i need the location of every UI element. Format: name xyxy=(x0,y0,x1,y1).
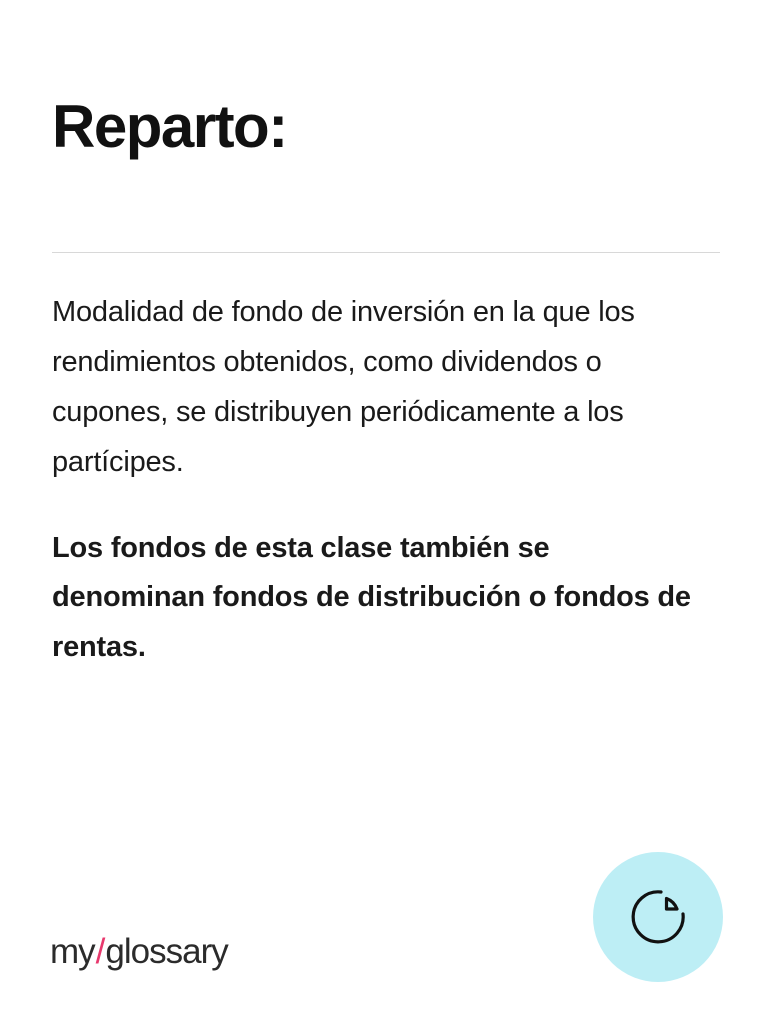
page-title: Reparto: xyxy=(52,93,287,160)
pie-chart-icon xyxy=(625,884,691,950)
pie-chart-badge xyxy=(593,852,723,982)
brand-logo xyxy=(50,932,228,972)
brand-name-part1: my xyxy=(50,932,95,971)
definition-paragraph: Modalidad de fondo de inversión en la que los rendimientos obtenidos, como dividendos o cupones, se distribuyen periódicamente a los partícipes. xyxy=(52,296,635,478)
brand-name-part2: glossary xyxy=(105,932,228,971)
title-divider xyxy=(52,252,720,253)
definition-body xyxy=(52,288,698,673)
definition-paragraph-emphasis: Los fondos de esta clase también se denominan fondos de distribución o fondos de rentas. xyxy=(52,531,691,664)
brand-slash: / xyxy=(95,932,105,971)
